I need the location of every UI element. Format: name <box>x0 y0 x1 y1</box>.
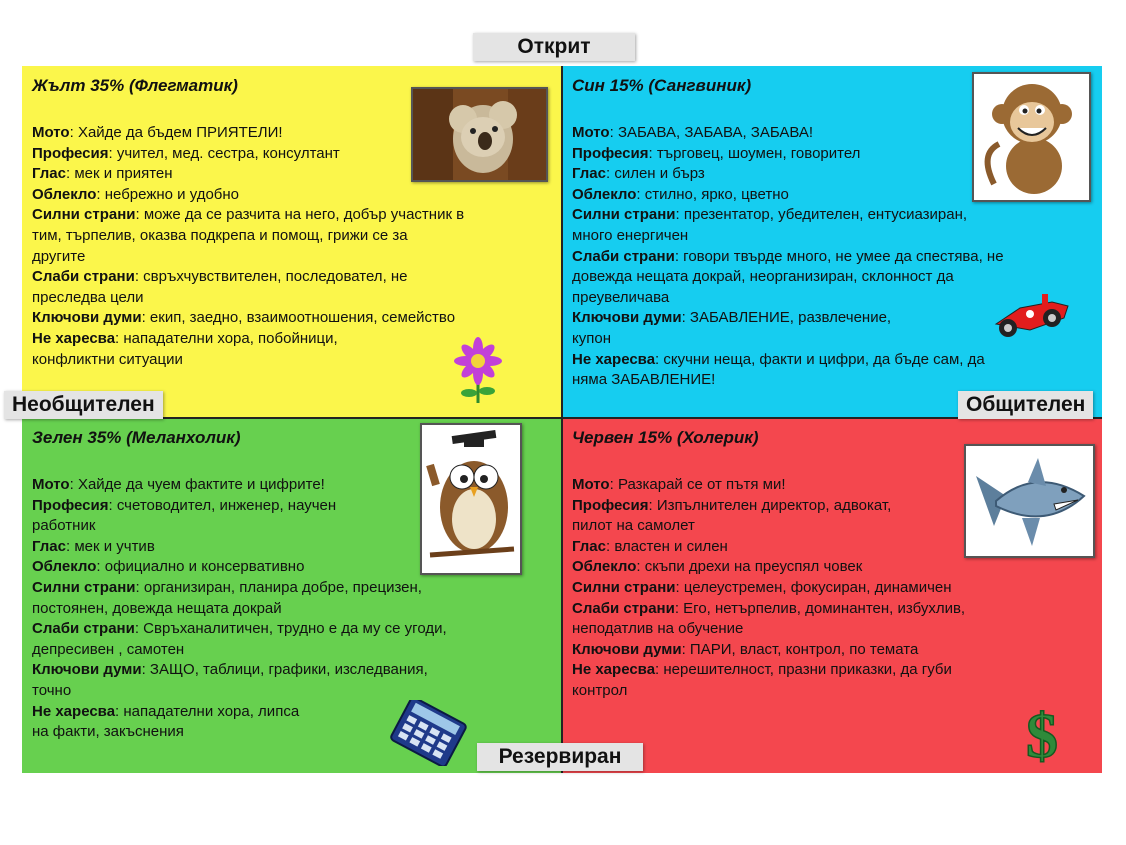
trait-text: : учител, мед. сестра, консултант <box>108 144 340 162</box>
text-line <box>32 205 464 226</box>
text-line <box>572 350 1004 371</box>
text-line <box>572 329 1004 350</box>
trait-text: депресивен , самотен <box>32 640 185 658</box>
trait-label: Слаби страни <box>572 247 675 265</box>
text-line <box>32 537 447 558</box>
trait-text: : целеустремен, фокусиран, динамичен <box>675 578 952 596</box>
trait-label: Професия <box>572 144 649 162</box>
axis-label-top: Открит <box>473 33 635 61</box>
text-line <box>32 144 464 165</box>
text-line <box>32 329 464 350</box>
text-line <box>572 537 965 558</box>
race-car-icon <box>990 288 1074 342</box>
trait-text: конфликтни ситуации <box>32 350 183 368</box>
trait-text: : свръхчувствителен, последовател, не <box>134 268 408 286</box>
trait-text: работник <box>32 517 96 535</box>
text-line <box>572 557 965 578</box>
text-line <box>32 267 464 288</box>
trait-text: преследва цели <box>32 288 144 306</box>
shark-icon <box>964 444 1095 558</box>
trait-text: : организиран, планира добре, прецизен, <box>135 578 422 596</box>
trait-text: другите <box>32 247 86 265</box>
trait-text: на факти, закъснения <box>32 723 184 741</box>
text-line <box>32 578 447 599</box>
quadrant-text <box>32 123 464 370</box>
trait-label: Облекло <box>32 558 97 576</box>
trait-text: : ПАРИ, власт, контрол, по темата <box>681 640 919 658</box>
dollar-icon <box>1018 697 1066 765</box>
trait-text: : ЗАБАВА, ЗАБАВА, ЗАБАВА! <box>609 124 814 141</box>
trait-text: : мек и учтив <box>65 537 155 555</box>
trait-label: Глас <box>32 537 66 555</box>
axis-label-bottom: Резервиран <box>477 743 643 771</box>
trait-label: Слаби страни <box>32 268 135 286</box>
trait-text: : официално и консервативно <box>96 558 305 576</box>
monkey-icon <box>972 72 1091 202</box>
trait-text: много енергичен <box>572 226 689 244</box>
trait-text: преувеличава <box>572 288 670 306</box>
text-line <box>572 144 1004 165</box>
trait-label: Слаби страни <box>32 620 135 638</box>
text-line <box>32 288 464 309</box>
quadrant-title: Жълт 35% (Флегматик) <box>32 76 238 95</box>
text-line <box>572 185 1004 206</box>
text-line <box>572 308 1004 329</box>
text-line <box>32 247 464 268</box>
text-line <box>32 185 464 206</box>
trait-text: тим, търпелив, оказва подкрепа и помощ, грижи се за <box>32 226 408 244</box>
calculator-icon <box>385 700 471 766</box>
trait-label: Не харесва <box>572 661 656 679</box>
trait-label: Силни страни <box>32 578 136 596</box>
trait-text: : скъпи дрехи на преуспял човек <box>636 558 863 576</box>
text-line <box>572 226 1004 247</box>
axis-label-right: Общителен <box>958 391 1093 419</box>
trait-label: Не харесва <box>32 329 116 347</box>
text-line <box>32 226 464 247</box>
koala-icon <box>411 87 548 182</box>
trait-text: : счетоводител, инженер, научен <box>108 496 337 514</box>
trait-label: Професия <box>32 496 109 514</box>
trait-text: : ЗАЩО, таблици, графики, изследвания, <box>141 661 428 679</box>
trait-label: Облекло <box>572 558 637 576</box>
trait-label: Ключови думи <box>572 640 682 658</box>
trait-label: Мото <box>572 124 610 141</box>
trait-label: Силни страни <box>572 578 676 596</box>
text-line <box>32 123 464 144</box>
text-line <box>32 599 447 620</box>
text-line <box>572 660 965 681</box>
quadrant-title: Син 15% (Сангвиник) <box>572 76 752 95</box>
text-line <box>32 475 447 496</box>
svg-text:$: $ <box>1026 700 1058 765</box>
trait-label: Силни страни <box>572 206 676 224</box>
trait-text: постоянен, довежда нещата докрай <box>32 599 282 617</box>
trait-label: Мото <box>572 476 610 493</box>
trait-label: Слаби страни <box>572 599 675 617</box>
trait-text: : търговец, шоумен, говорител <box>648 144 861 162</box>
quadrant-text <box>572 475 965 702</box>
trait-label: Глас <box>572 165 606 183</box>
text-line <box>32 308 464 329</box>
text-line <box>572 599 965 620</box>
trait-text: : ЗАБАВЛЕНИЕ, развлечение, <box>681 309 892 327</box>
text-line <box>32 350 464 371</box>
trait-label: Глас <box>572 537 606 555</box>
trait-label: Професия <box>572 496 649 514</box>
text-line <box>32 496 447 517</box>
text-line <box>572 619 965 640</box>
trait-text: : Хайде да бъдем ПРИЯТЕЛИ! <box>69 124 283 141</box>
text-line <box>572 516 965 537</box>
text-line <box>572 247 1004 268</box>
trait-text: : презентатор, убедителен, ентусиазиран, <box>675 206 968 224</box>
text-line <box>572 475 965 496</box>
trait-text: : Свръханалитичен, трудно е да му се угоди, <box>134 620 447 638</box>
text-line <box>32 164 464 185</box>
trait-text: : Разкарай се от пътя ми! <box>609 476 786 493</box>
trait-label: Ключови думи <box>572 309 682 327</box>
trait-text: : властен и силен <box>605 537 728 555</box>
quadrant-title: Зелен 35% (Меланхолик) <box>32 428 241 447</box>
trait-text: : нерешителност, празни приказки, да губи <box>655 661 952 679</box>
trait-label: Силни страни <box>32 206 136 224</box>
trait-text: довежда нещата докрай, неорганизиран, склонност да <box>572 268 954 286</box>
text-line <box>572 681 965 702</box>
trait-label: Облекло <box>32 185 97 203</box>
trait-text: : мек и приятен <box>65 165 173 183</box>
text-line <box>32 619 447 640</box>
trait-text: : небрежно и удобно <box>96 185 240 203</box>
horizontal-divider <box>22 417 1102 419</box>
trait-label: Ключови думи <box>32 661 142 679</box>
text-line <box>572 578 965 599</box>
trait-text: : нападателни хора, липса <box>115 702 300 720</box>
trait-label: Глас <box>32 165 66 183</box>
text-line <box>32 640 447 661</box>
text-line <box>572 370 1004 391</box>
vertical-divider <box>561 66 563 773</box>
trait-text: точно <box>32 681 72 699</box>
trait-text: контрол <box>572 681 628 699</box>
trait-text: : екип, заедно, взаимоотношения, семейство <box>141 309 456 327</box>
trait-text: : скучни неща, факти и цифри, да бъде сам, да <box>655 350 985 368</box>
trait-text: неподатлив на обучение <box>572 620 744 638</box>
trait-text: купон <box>572 329 611 347</box>
text-line <box>572 164 1004 185</box>
text-line <box>572 205 1004 226</box>
trait-text: : Изпълнителен директор, адвокат, <box>648 496 892 514</box>
trait-label: Мото <box>32 124 70 141</box>
owl-icon <box>420 423 522 575</box>
trait-text: : силен и бърз <box>605 165 705 183</box>
trait-text: : Его, нетърпелив, доминантен, избухлив, <box>674 599 966 617</box>
quadrant-text <box>572 123 1004 391</box>
trait-text: пилот на самолет <box>572 517 695 535</box>
text-line <box>572 123 1004 144</box>
trait-text: : Хайде да чуем фактите и цифрите! <box>69 476 325 493</box>
trait-text: : стилно, ярко, цветно <box>636 185 789 203</box>
text-line <box>32 660 447 681</box>
text-line <box>572 267 1004 288</box>
trait-label: Облекло <box>572 185 637 203</box>
trait-label: Мото <box>32 476 70 493</box>
text-line <box>32 557 447 578</box>
quadrant-title: Червен 15% (Холерик) <box>572 428 759 447</box>
text-line <box>572 288 1004 309</box>
axis-label-left: Необщителен <box>4 391 163 419</box>
text-line <box>32 516 447 537</box>
flower-icon <box>443 335 513 405</box>
trait-text: : говори твърде много, не умее да спестява, не <box>674 247 1004 265</box>
text-line <box>32 681 447 702</box>
text-line <box>572 640 965 661</box>
trait-text: няма ЗАБАВЛЕНИЕ! <box>572 371 716 389</box>
trait-label: Не харесва <box>572 350 656 368</box>
trait-label: Не харесва <box>32 702 116 720</box>
text-line <box>572 496 965 517</box>
trait-label: Професия <box>32 144 109 162</box>
trait-label: Ключови думи <box>32 309 142 327</box>
trait-text: : нападателни хора, побойници, <box>115 329 338 347</box>
trait-text: : може да се разчита на него, добър участник в <box>135 206 465 224</box>
